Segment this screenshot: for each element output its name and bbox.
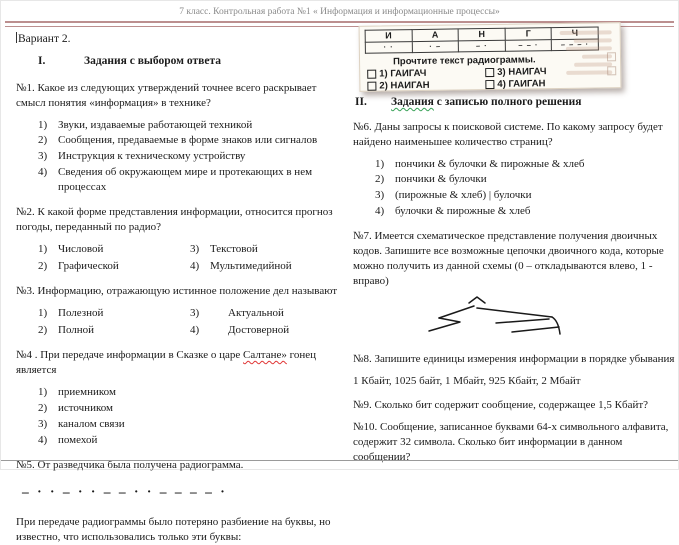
question-1-text: №1. Какое из следующих утверждений точнее всего раскрывает смысл понятия «информация» в технике? xyxy=(16,81,317,109)
section-two-heading: II. Задания с записью полного решения xyxy=(355,96,582,108)
morse-letter: Г xyxy=(505,28,552,41)
answer-option: 1) приемником xyxy=(38,385,116,398)
checkbox-icon xyxy=(367,82,376,91)
scan-option: 1) ГАИГАЧ xyxy=(367,67,485,80)
answer-option: 2) Графической xyxy=(38,260,119,273)
scan-option: 3) НАИГАЧ xyxy=(485,65,615,78)
morse-letter: Н xyxy=(458,28,505,41)
variant-label: Вариант 2. xyxy=(18,33,71,45)
morse-code: · – xyxy=(412,41,459,53)
scan-option: 4) ГАИГАН xyxy=(485,77,615,90)
answer-option: 4) помехой xyxy=(38,433,98,446)
morse-code: · · xyxy=(365,42,412,54)
morse-code-table xyxy=(365,26,599,53)
morse-code: – – · xyxy=(505,40,552,52)
answer-option: 3) каналом связи xyxy=(38,417,125,430)
question-7-text: №7. Имеется схематическое представление получения двоичных кодов. Запишите все возможные цепочки двоичного кода, которые можно получить из данной схемы (0 – откладываются влево, 1 - вправо) xyxy=(353,230,664,288)
question-2-options xyxy=(16,242,348,274)
answer-option: 3) Актуальной xyxy=(190,307,284,320)
binary-tree-diagram xyxy=(419,296,579,344)
answer-option: 4) Достоверной xyxy=(190,324,290,337)
morse-letter: И xyxy=(365,30,412,43)
radiogram-scan-image xyxy=(359,22,622,92)
question-8-units: 1 Кбайт, 1025 байт, 1 Мбайт, 925 Кбайт, 2 Мбайт xyxy=(353,375,581,388)
question-4-text: №4 . При передаче информации в Сказке о царе Салтане» гонец является xyxy=(16,348,317,376)
answer-option: 1) Полезной xyxy=(38,307,104,320)
page-bottom-rule xyxy=(1,460,678,461)
answer-option: 3) Инструкция к техническому устройству xyxy=(38,150,246,163)
question-6-options xyxy=(353,157,675,220)
right-column xyxy=(353,95,675,472)
text-cursor xyxy=(16,32,17,43)
question-3-text: №3. Информацию, отражающую истинное положение дел называют xyxy=(16,285,338,298)
answer-option: 3) Текстовой xyxy=(190,243,258,256)
checkbox-icon xyxy=(485,80,494,89)
question-10-text: №10. Сообщение, записанное буквами 64-х символьного алфавита, содержит 32 символа. Сколько бит информации в данном сообщении? xyxy=(353,421,669,463)
answer-option: 1) Звуки, издаваемые работающей техникой xyxy=(38,118,253,131)
question-2-text: №2. К какой форме представления информации, относится прогноз погоды, переданный по радио? xyxy=(16,206,333,234)
question-6-text: №6. Даны запросы к поисковой системе. По какому запросу будет найдено наименьшее количество страниц? xyxy=(353,120,663,148)
answer-option: 1) пончики & булочки & пирожные & хлеб xyxy=(375,157,585,170)
answer-option: 1) Числовой xyxy=(38,243,104,256)
answer-option: 4) Мультимедийной xyxy=(190,260,292,273)
question-9-text: №9. Сколько бит содержит сообщение, содержащее 1,5 Кбайт? xyxy=(353,399,649,412)
question-5-text: №5. От разведчика была получена радиограмма. xyxy=(16,458,244,471)
misspelled-word: Салтане» xyxy=(243,348,287,361)
morse-letter: Ч xyxy=(551,27,598,40)
answer-option: 2) Сообщения, предаваемые в форме знаков или сигналов xyxy=(38,134,318,147)
answer-option: 2) источником xyxy=(38,401,113,414)
grammar-flagged-word: Задания xyxy=(391,96,434,108)
left-column xyxy=(16,54,348,545)
answer-option: 4) булочки & пирожные & хлеб xyxy=(375,205,531,218)
question-5-note: При передаче радиограммы было потеряно разбиение на буквы, но известно, что использовались только эти буквы: xyxy=(16,516,331,543)
answer-option: 3) (пирожные & хлеб) | булочки xyxy=(375,189,532,202)
morse-sequence: – · · – · · – – · · – – – – · xyxy=(22,483,228,499)
checkbox-icon xyxy=(485,68,494,77)
answer-option: 4) Сведения об окружающем мире и протекающих в нем процессах xyxy=(38,166,313,194)
checkbox-icon xyxy=(367,70,376,79)
answer-option: 2) пончики & булочки xyxy=(375,173,487,186)
morse-code: – – – · xyxy=(552,39,599,51)
question-3-options xyxy=(16,306,348,338)
morse-code: – · xyxy=(458,40,505,52)
question-4-options xyxy=(16,385,348,448)
question-1-options xyxy=(16,118,348,196)
scan-option: 2) НАИГАН xyxy=(367,79,485,92)
question-8-text: №8. Запишите единицы измерения информации в порядке убывания xyxy=(353,353,675,366)
answer-option: 2) Полной xyxy=(38,324,95,337)
scan-caption: Прочтите текст радиограммы. xyxy=(392,54,536,68)
morse-letter: А xyxy=(412,29,459,42)
page-header: 7 класс. Контрольная работа №1 « Информация и информационные процессы» xyxy=(179,7,500,17)
scan-answer-options xyxy=(367,65,615,91)
section-one-heading: I. Задания с выбором ответа xyxy=(38,55,221,67)
